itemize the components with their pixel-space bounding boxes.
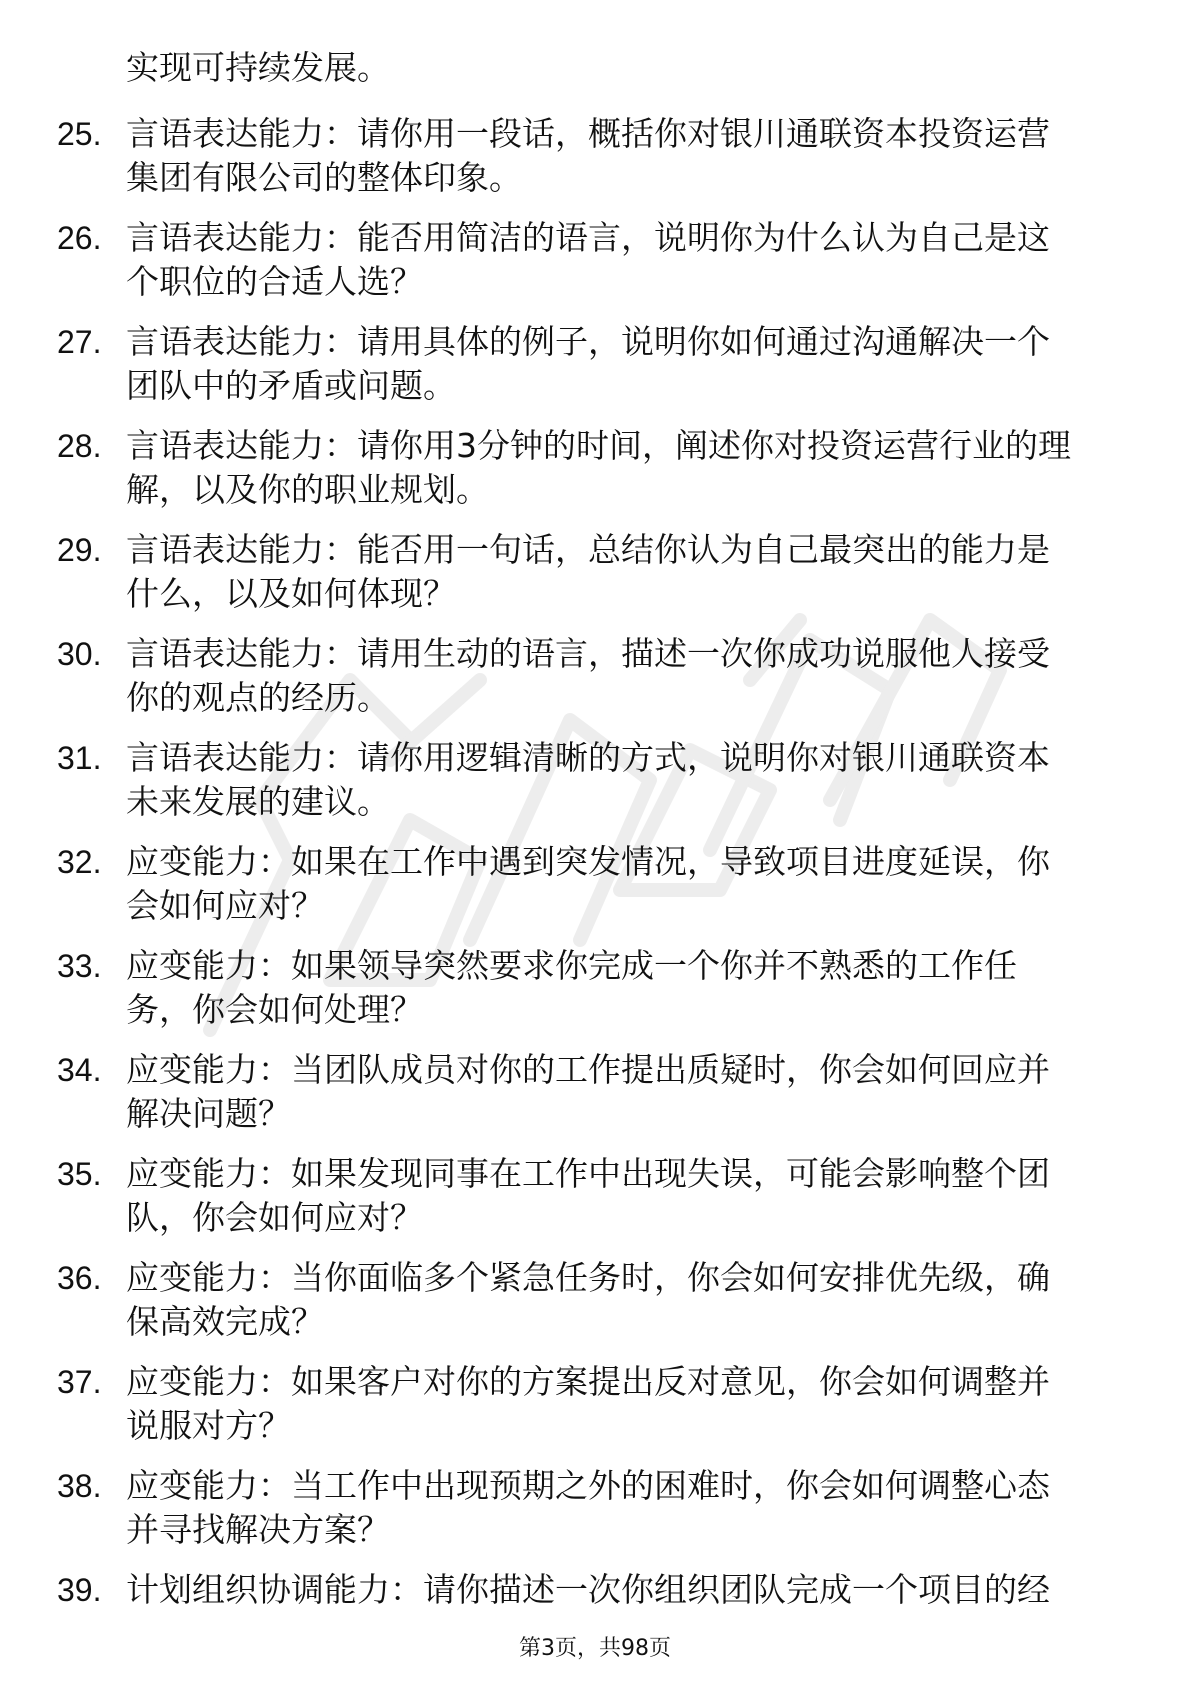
- question-line: 应变能力：如果在工作中遇到突发情况，导致项目进度延误，你: [126, 842, 1050, 881]
- question-list: [0, 112, 1190, 1672]
- question-text: [126, 1152, 1126, 1240]
- question-line: 队，你会如何应对？: [126, 1198, 423, 1237]
- question-line: 应变能力：如果发现同事在工作中出现失误，可能会影响整个团: [126, 1154, 1050, 1193]
- question-line: 个职位的合适人选？: [126, 262, 423, 301]
- question-number: 30.: [57, 636, 102, 672]
- question-number: 37.: [57, 1364, 102, 1400]
- question-text: [126, 1048, 1126, 1136]
- question-line: 言语表达能力：请你用逻辑清晰的方式，说明你对银川通联资本: [126, 738, 1050, 777]
- question-text: [126, 216, 1126, 304]
- question-number: 36.: [57, 1260, 102, 1296]
- question-text: [126, 944, 1126, 1032]
- question-item: [0, 112, 1190, 216]
- question-number: 33.: [57, 948, 102, 984]
- question-line: 保高效完成？: [126, 1302, 324, 1341]
- question-line: 什么，以及如何体现？: [126, 574, 456, 613]
- question-line: 并寻找解决方案？: [126, 1510, 390, 1549]
- question-number: 34.: [57, 1052, 102, 1088]
- question-item: [0, 1360, 1190, 1464]
- question-item: [0, 528, 1190, 632]
- question-item: [0, 1464, 1190, 1568]
- question-text: [126, 1464, 1126, 1552]
- question-item: [0, 632, 1190, 736]
- question-text: [126, 424, 1126, 512]
- question-line: 会如何应对？: [126, 886, 324, 925]
- question-line: 应变能力：当团队成员对你的工作提出质疑时，你会如何回应并: [126, 1050, 1050, 1089]
- question-number: 38.: [57, 1468, 102, 1504]
- question-line: 言语表达能力：请你用3分钟的时间，阐述你对投资运营行业的理: [126, 426, 1071, 465]
- question-line: 计划组织协调能力：请你描述一次你组织团队完成一个项目的经: [126, 1570, 1050, 1609]
- question-number: 35.: [57, 1156, 102, 1192]
- question-line: 言语表达能力：能否用简洁的语言，说明你为什么认为自己是这: [126, 218, 1050, 257]
- question-item: [0, 1048, 1190, 1152]
- question-line: 未来发展的建议。: [126, 782, 390, 821]
- question-item: [0, 424, 1190, 528]
- continuation-text: 实现可持续发展。: [126, 48, 390, 87]
- question-number: 31.: [57, 740, 102, 776]
- question-line: 应变能力：如果领导突然要求你完成一个你并不熟悉的工作任: [126, 946, 1017, 985]
- question-line: 说服对方？: [126, 1406, 291, 1445]
- question-number: 39.: [57, 1572, 102, 1608]
- question-item: [0, 840, 1190, 944]
- question-line: 言语表达能力：请用具体的例子，说明你如何通过沟通解决一个: [126, 322, 1050, 361]
- question-line: 集团有限公司的整体印象。: [126, 158, 522, 197]
- question-text: [126, 112, 1126, 200]
- question-line: 言语表达能力：请你用一段话，概括你对银川通联资本投资运营: [126, 114, 1050, 153]
- question-text: [126, 1568, 1126, 1612]
- question-line: 言语表达能力：请用生动的语言，描述一次你成功说服他人接受: [126, 634, 1050, 673]
- question-item: [0, 320, 1190, 424]
- question-text: [126, 1360, 1126, 1448]
- question-line: 应变能力：当你面临多个紧急任务时，你会如何安排优先级，确: [126, 1258, 1050, 1297]
- page-footer: 第3页，共98页: [519, 1636, 671, 1661]
- question-item: [0, 944, 1190, 1048]
- question-number: 25.: [57, 116, 102, 152]
- question-item: [0, 736, 1190, 840]
- question-number: 27.: [57, 324, 102, 360]
- question-line: 解，以及你的职业规划。: [126, 470, 489, 509]
- question-text: [126, 736, 1126, 824]
- question-line: 应变能力：当工作中出现预期之外的困难时，你会如何调整心态: [126, 1466, 1050, 1505]
- question-line: 解决问题？: [126, 1094, 291, 1133]
- question-number: 29.: [57, 532, 102, 568]
- question-item: [0, 216, 1190, 320]
- question-item: [0, 1256, 1190, 1360]
- question-item: [0, 1152, 1190, 1256]
- question-line: 团队中的矛盾或问题。: [126, 366, 456, 405]
- question-number: 28.: [57, 428, 102, 464]
- question-text: [126, 320, 1126, 408]
- question-line: 应变能力：如果客户对你的方案提出反对意见，你会如何调整并: [126, 1362, 1050, 1401]
- question-line: 你的观点的经历。: [126, 678, 390, 717]
- question-line: 务，你会如何处理？: [126, 990, 423, 1029]
- question-number: 32.: [57, 844, 102, 880]
- question-number: 26.: [57, 220, 102, 256]
- question-line: 言语表达能力：能否用一句话，总结你认为自己最突出的能力是: [126, 530, 1050, 569]
- question-text: [126, 632, 1126, 720]
- question-text: [126, 840, 1126, 928]
- question-text: [126, 1256, 1126, 1344]
- question-text: [126, 528, 1126, 616]
